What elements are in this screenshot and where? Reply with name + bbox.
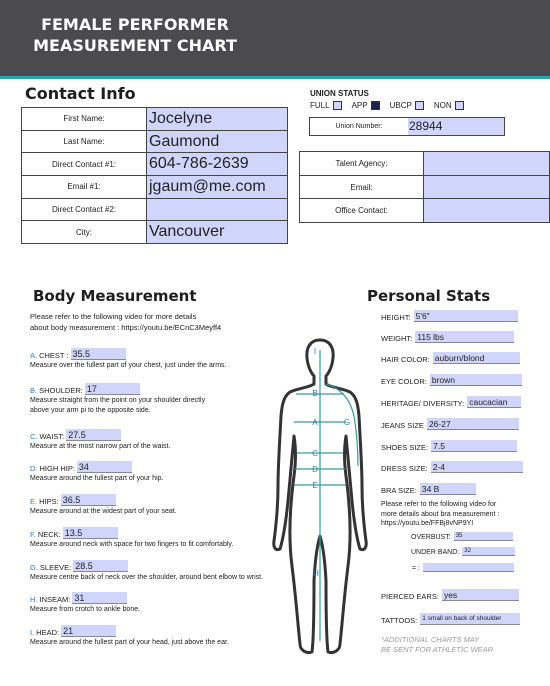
union-option-non-label: NON bbox=[433, 101, 452, 110]
figure-label-a: A bbox=[312, 418, 318, 427]
eye-color-row bbox=[381, 374, 522, 386]
union-full-checkbox[interactable] bbox=[333, 101, 342, 110]
neck-label: NECK: bbox=[37, 530, 61, 539]
contact-row-direct-contact-2 bbox=[22, 198, 288, 221]
jeans-size-label: JEANS SIZE bbox=[381, 421, 424, 430]
measurement-head bbox=[30, 625, 290, 648]
hips-letter: E. bbox=[30, 497, 38, 506]
cup-size-label: = : bbox=[412, 565, 420, 572]
union-ubcp-checkbox[interactable] bbox=[415, 101, 424, 110]
figure-label-b: B bbox=[312, 389, 318, 398]
cup-size-field[interactable] bbox=[423, 563, 514, 572]
last-name-field[interactable]: Gaumond bbox=[147, 130, 288, 153]
chest-field[interactable]: 35.5 bbox=[71, 348, 126, 360]
dress-size-label: DRESS SIZE: bbox=[381, 464, 428, 473]
header-accent-stripe bbox=[0, 76, 550, 79]
figure-label-c: C bbox=[312, 449, 318, 458]
measurement-neck bbox=[30, 527, 290, 550]
bra-size-label: BRA SIZE: bbox=[381, 486, 417, 495]
contact-row-first-name bbox=[22, 108, 288, 131]
hair-color-row bbox=[381, 352, 520, 364]
shoulder-description-2: above your arm pi to the opposite side. bbox=[30, 406, 151, 414]
hips-label: HIPS: bbox=[39, 497, 59, 506]
height-row bbox=[381, 310, 518, 322]
union-option-full-label: FULL bbox=[310, 101, 330, 110]
union-option-app[interactable] bbox=[352, 101, 380, 110]
heritage-label: HERITAGE/ DIVERSITY: bbox=[381, 399, 465, 408]
figure-label-e: E bbox=[312, 481, 318, 490]
waist-label: WAIST: bbox=[39, 432, 65, 441]
direct-contact-2-label: Direct Contact #2: bbox=[22, 198, 147, 221]
body-measurement-title: Body Measurement bbox=[33, 287, 197, 305]
email-1-label: Email #1: bbox=[22, 176, 147, 199]
heritage-field[interactable]: caucacian bbox=[467, 396, 521, 408]
agency-row-email bbox=[300, 175, 550, 199]
shoes-size-field[interactable]: 7.5 bbox=[431, 440, 517, 452]
union-number-field[interactable]: 28944 bbox=[408, 118, 504, 135]
underband-label: UNDER BAND: bbox=[411, 549, 460, 556]
email-1-field[interactable]: jgaum@me.com bbox=[147, 176, 288, 199]
inseam-field[interactable]: 31 bbox=[72, 592, 127, 604]
page-title-line2: MEASUREMENT CHART bbox=[33, 36, 237, 55]
first-name-field[interactable]: Jocelyne bbox=[147, 108, 288, 131]
eye-color-label: EYE COLOR: bbox=[381, 377, 427, 386]
tattoos-field[interactable]: 1 small on back of shoulder bbox=[420, 613, 520, 625]
figure-label-g: G bbox=[343, 418, 351, 427]
bra-note-line2: more details about bra measurement : bbox=[381, 510, 500, 518]
sleeve-field[interactable]: 28.5 bbox=[73, 560, 128, 572]
body-measurement-intro bbox=[30, 311, 270, 333]
contact-row-email-1 bbox=[22, 176, 288, 199]
cup-size-row bbox=[412, 563, 514, 572]
waist-field[interactable]: 27.5 bbox=[66, 429, 121, 441]
shoulder-label: SHOULDER: bbox=[39, 386, 83, 395]
high-hip-letter: D. bbox=[30, 464, 38, 473]
agency-email-label: Email: bbox=[300, 175, 424, 199]
underband-row bbox=[411, 547, 515, 556]
bra-size-row bbox=[381, 483, 476, 495]
jeans-size-row bbox=[381, 418, 519, 430]
footnote-line2: BE SENT FOR ATHLETIC WEAR bbox=[381, 645, 494, 654]
union-option-non[interactable] bbox=[434, 101, 464, 110]
tattoos-row bbox=[381, 613, 520, 625]
last-name-label: Last Name: bbox=[22, 130, 147, 153]
overbust-field[interactable]: 35 bbox=[454, 532, 513, 541]
underband-field[interactable]: 32 bbox=[462, 547, 515, 556]
measurement-high-hip bbox=[30, 461, 290, 484]
contact-row-direct-contact-1 bbox=[22, 153, 288, 176]
shoes-size-row bbox=[381, 440, 517, 452]
body-intro-line1: Please refer to the following video for more details bbox=[30, 312, 197, 321]
talent-agency-label: Talent Agency: bbox=[300, 152, 424, 176]
shoes-size-label: SHOES SIZE: bbox=[381, 443, 429, 452]
agency-row-office-contact bbox=[300, 199, 550, 223]
height-field[interactable]: 5'6" bbox=[414, 310, 518, 322]
city-field[interactable]: Vancouver bbox=[147, 221, 288, 244]
talent-agency-field[interactable] bbox=[424, 152, 550, 176]
union-app-checkbox[interactable] bbox=[371, 101, 380, 110]
union-non-checkbox[interactable] bbox=[455, 101, 464, 110]
contact-table bbox=[21, 107, 288, 244]
weight-row bbox=[381, 331, 514, 343]
union-number-row bbox=[309, 117, 505, 136]
waist-letter: C. bbox=[30, 432, 38, 441]
direct-contact-1-field[interactable]: 604-786-2639 bbox=[147, 153, 288, 176]
hips-field[interactable]: 36.5 bbox=[61, 494, 116, 506]
figure-label-d: D bbox=[312, 465, 318, 474]
tattoos-label: TATTOOS: bbox=[381, 616, 418, 625]
sleeve-description: Measure centre back of neck over the shoulder, around bent elbow to wrist. bbox=[30, 574, 264, 581]
pierced-ears-field[interactable]: yes bbox=[442, 589, 519, 601]
office-contact-label: Office Contact: bbox=[300, 199, 424, 223]
union-status-options bbox=[310, 101, 464, 110]
body-intro-line2: about body measurement : https://youtu.be/ECnC3Meyff4 bbox=[30, 323, 222, 332]
waist-description: Measure at the most narrow part of the waist. bbox=[30, 443, 171, 450]
hips-description: Measure around at the widest part of your seat. bbox=[30, 508, 177, 515]
direct-contact-2-field[interactable] bbox=[147, 198, 288, 221]
union-option-ubcp-label: UBCP bbox=[389, 101, 412, 110]
pierced-ears-row bbox=[381, 589, 519, 601]
city-label: City: bbox=[22, 221, 147, 244]
first-name-label: First Name: bbox=[22, 108, 147, 131]
inseam-description: Measure from crotch to ankle bone. bbox=[30, 606, 141, 613]
measurement-chest bbox=[30, 348, 290, 371]
neck-description: Measure around neck with space for two fingers to fit comfortably. bbox=[30, 541, 234, 548]
figure-label-i: I bbox=[313, 347, 317, 356]
bra-note-line1: Please refer to the following video for bbox=[381, 501, 497, 508]
union-number-label: Union Number: bbox=[335, 123, 383, 130]
dress-size-row bbox=[381, 461, 523, 473]
agency-email-field[interactable] bbox=[424, 175, 550, 199]
bra-note-line3: https://youtu.be/FFBj8vNP9YI bbox=[381, 520, 474, 527]
weight-label: WEIGHT: bbox=[381, 334, 413, 343]
shoulder-letter: B. bbox=[30, 386, 38, 395]
chest-description: Measure over the fullest part of your chest, just under the arms. bbox=[30, 362, 227, 369]
footnote bbox=[381, 635, 493, 655]
union-option-ubcp[interactable] bbox=[390, 101, 424, 110]
page-title bbox=[0, 14, 270, 56]
measurement-waist bbox=[30, 429, 290, 452]
inseam-label: INSEAM: bbox=[39, 595, 71, 604]
inseam-letter: H. bbox=[30, 595, 38, 604]
pierced-ears-label: PIERCED EARS: bbox=[381, 592, 439, 601]
union-option-app-label: APP bbox=[351, 101, 368, 110]
overbust-row bbox=[411, 532, 513, 541]
high-hip-label: HIGH HIP: bbox=[39, 464, 75, 473]
neck-letter: F. bbox=[30, 530, 36, 539]
sleeve-letter: G. bbox=[30, 563, 38, 572]
overbust-label: OVERBUST: bbox=[411, 534, 451, 541]
hair-color-field[interactable]: auburn/blond bbox=[433, 352, 520, 364]
agency-table bbox=[299, 151, 550, 223]
neck-field[interactable]: 13.5 bbox=[63, 527, 118, 539]
high-hip-description: Measure around the fullest part of your hip. bbox=[30, 475, 164, 482]
heritage-row bbox=[381, 396, 521, 408]
shoulder-description: Measure straight from the point on your shoulder directly bbox=[30, 397, 206, 404]
direct-contact-1-label: Direct Contact #1: bbox=[22, 153, 147, 176]
office-contact-field[interactable] bbox=[424, 199, 550, 223]
contact-info-title: Contact Info bbox=[25, 84, 136, 103]
hair-color-label: HAIR COLOR: bbox=[381, 355, 430, 364]
weight-field[interactable]: 115 lbs bbox=[415, 331, 514, 343]
measurement-sleeve bbox=[30, 560, 290, 583]
body-figure-illustration bbox=[270, 336, 370, 658]
union-status-label: UNION STATUS bbox=[310, 89, 369, 98]
measurement-hips bbox=[30, 494, 290, 517]
chest-letter: A. bbox=[30, 351, 38, 360]
shoulder-field[interactable]: 17 bbox=[85, 383, 140, 395]
footnote-line1: *ADDITIONAL CHARTS MAY bbox=[381, 635, 480, 644]
bra-note bbox=[381, 500, 499, 529]
measurement-inseam bbox=[30, 592, 290, 615]
union-option-full[interactable] bbox=[310, 101, 342, 110]
personal-stats-title: Personal Stats bbox=[367, 287, 491, 305]
contact-row-city bbox=[22, 221, 288, 244]
measurement-shoulder bbox=[30, 383, 290, 415]
height-label: HEIGHT: bbox=[381, 313, 411, 322]
head-letter: I. bbox=[30, 628, 35, 637]
figure-label-h: H bbox=[313, 569, 319, 578]
agency-row-talent-agency bbox=[300, 152, 550, 176]
jeans-size-field[interactable]: 26-27 bbox=[427, 418, 519, 430]
head-description: Measure around the fullest part of your head, just above the ear. bbox=[30, 639, 229, 646]
chest-label: CHEST : bbox=[39, 351, 69, 360]
contact-row-last-name bbox=[22, 130, 288, 153]
head-field[interactable]: 21 bbox=[61, 625, 116, 637]
head-label: HEAD: bbox=[36, 628, 60, 637]
dress-size-field[interactable]: 2-4 bbox=[431, 461, 523, 473]
high-hip-field[interactable]: 34 bbox=[77, 461, 132, 473]
bra-size-field[interactable]: 34 B bbox=[420, 483, 476, 495]
page-title-line1: FEMALE PERFORMER bbox=[41, 15, 229, 34]
sleeve-label: SLEEVE: bbox=[39, 563, 72, 572]
eye-color-field[interactable]: brown bbox=[430, 374, 522, 386]
